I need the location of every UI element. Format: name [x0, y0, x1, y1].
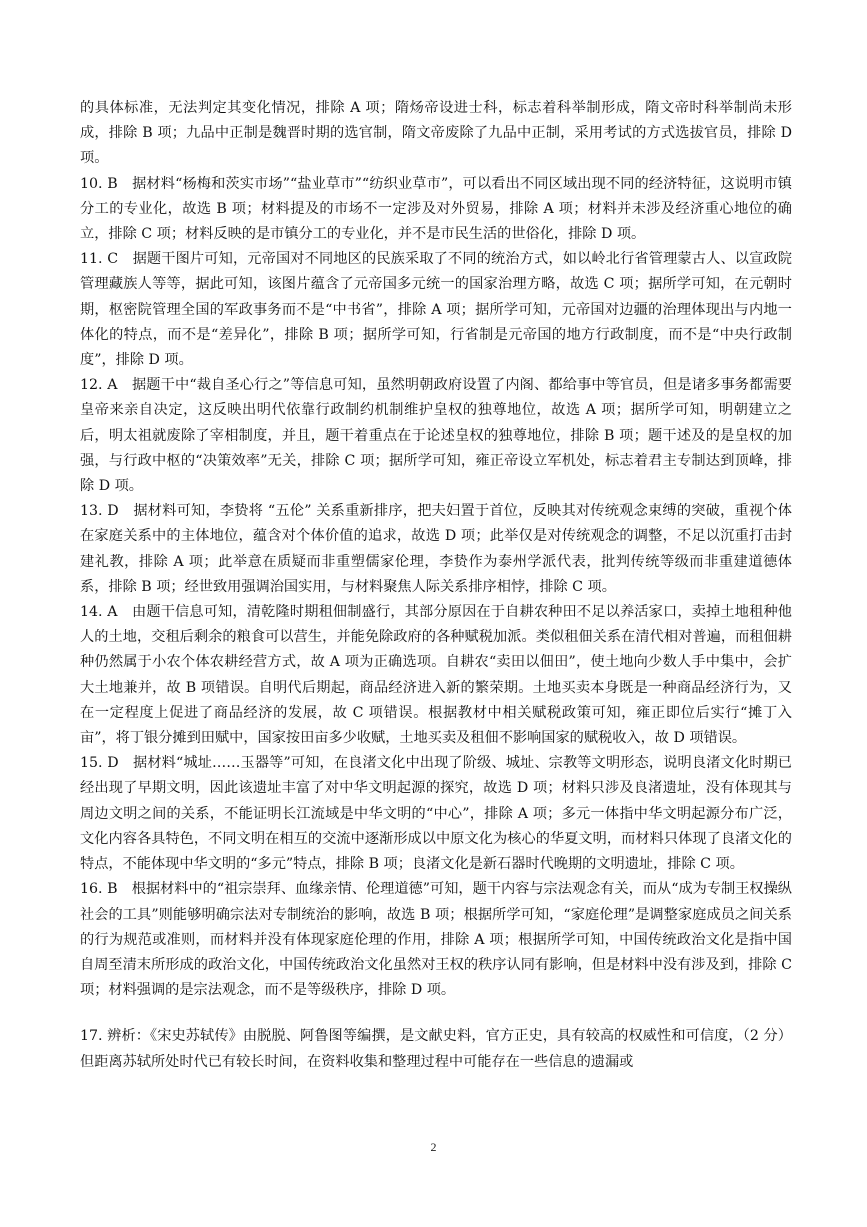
answer-13: 13. D 据材料可知，李贽将 “五伦” 关系重新排序，把夫妇置于首位，反映其对传统观念束缚的突破，重视个体在家庭关系中的主体地位，蕴含对个体价值的追求，故选 D 项；此举仅是对传统观念的调整，不足以沉重打击封建礼教，排除 A 项；此举意在质疑而非重塑儒家伦理，李贽作为泰州学派代表，批判传统等级而非重建道德体系，排除 B 项；经世致用强调治国实用，与材料聚焦人际关系排序相悖，排除 C 项。: [80, 503, 792, 595]
answer-explanations: [80, 96, 792, 1075]
answer-14: 14. A 由题干信息可知，清乾隆时期租佃制盛行，其部分原因在于自耕农种田不足以养活家口，卖掉土地租种他人的土地，交租后剩余的粮食可以营生，并能免除政府的各种赋税加派。类似租佃关系在清代相对普遍，而租佃耕种仍然属于小农个体农耕经营方式，故 A 项为正确选项。自耕农“卖田以佃田”，使土地向少数人手中集中，会扩大土地兼并，故 B 项错误。自明代后期起，商品经济进入新的繁荣期。土地买卖本身既是一种商品经济行为，又在一定程度上促进了商品经济的发展，故 C 项错误。根据教材中相关赋税政策可知，雍正即位后实行“摊丁入亩”，将丁银分摊到田赋中，国家按田亩多少收赋，土地买卖及租佃不影响国家的赋税收入，故 D 项错误。: [80, 604, 792, 747]
answer-10: 10. B 据材料“杨梅和茨实市场”“盐业草市”“纺织业草市”，可以看出不同区域出现不同的经济特征，这说明市镇分工的专业化，故选 B 项；材料提及的市场不一定涉及对外贸易，排除 A 项；材料并未涉及经济重心地位的确立，排除 C 项；材料反映的是市镇分工的专业化，并不是市民生活的世俗化，排除 D 项。: [80, 175, 792, 243]
answer-15: 15. D 据材料“城址……玉器等”可知，在良渚文化中出现了阶级、城址、宗教等文明形态，说明良渚文化时期已经出现了早期文明，因此该遗址丰富了对中华文明起源的探究，故选 D 项；材料只涉及良渚遗址，没有体现其与周边文明之间的关系，不能证明长江流域是中华文明的“中心”，排除 A 项；多元一体指中华文明起源分布广泛，文化内容各具特色，不同文明在相互的交流中逐渐形成以中原文化为核心的华夏文明，而材料只体现了良渚文化的特点，不能体现中华文明的“多元”特点，排除 B 项；良渚文化是新石器时代晚期的文明遗址，排除 C 项。: [80, 755, 792, 873]
answer-12: 12. A 据题干中“裁自圣心行之”等信息可知，虽然明朝政府设置了内阁、都给事中等官员，但是诸多事务都需要皇帝来亲自决定，这反映出明代依靠行政制约机制维护皇权的独尊地位，故选 A 项；据所学可知，明朝建立之后，明太祖就废除了宰相制度，并且，题干着重点在于论述皇权的独尊地位，排除 B 项；题干述及的是皇权的加强，与行政中枢的“决策效率”无关，排除 C 项；据所学可知，雍正帝设立军机处，标志着君主专制达到顶峰，排除 D 项。: [80, 377, 792, 495]
answer-16: 16. B 根据材料中的“祖宗崇拜、血缘亲情、伦理道德”可知，题干内容与宗法观念有关，而从“成为专制王权操纵社会的工具”则能够明确宗法对专制统治的影响，故选 B 项；根据所学可知，“家庭伦理”是调整家庭成员之间关系的行为规范或准则，而材料并没有体现家庭伦理的作用，排除 A 项；根据所学可知，中国传统政治文化是指中国自周至清末所形成的政治文化，中国传统政治文化虽然对王权的秩序认同有影响，但是材料中没有涉及到，排除 C 项；材料强调的是宗法观念，而不是等级秩序，排除 D 项。: [80, 881, 792, 999]
paragraph-continuation: 的具体标准，无法判定其变化情况，排除 A 项；隋炀帝设进士科，标志着科举制形成，隋文帝时科举制尚未形成，排除 B 项；九品中正制是魏晋时期的选官制，隋文帝废除了九品中正制，采用考试的方式选拔官员，排除 D 项。: [80, 100, 792, 167]
page-number: 2: [430, 1140, 437, 1154]
answer-11: 11. C 据题干图片可知，元帝国对不同地区的民族采取了不同的统治方式，如以岭北行省管理蒙古人、以宣政院管理藏族人等等，据此可知，该图片蕴含了元帝国多元统一的国家治理方略，故选 C 项；据所学可知，在元朝时期，枢密院管理全国的军政事务而不是“中书省”，排除 A 项；据所学可知，元帝国对边疆的治理体现出与内地一体化的特点，而不是“差异化”，排除 B 项；据所学可知，行省制是元帝国的地方行政制度，而不是“中央行政制度”，排除 D 项。: [80, 251, 792, 369]
answer-17: 17. 辨析：《宋史苏轼传》由脱脱、阿鲁图等编撰，是文献史料，官方正史，具有较高的权威性和可信度，（2 分）但距离苏轼所处时代已有较长时间，在资料收集和整理过程中可能存在一些信息的遗漏或: [80, 1028, 792, 1070]
